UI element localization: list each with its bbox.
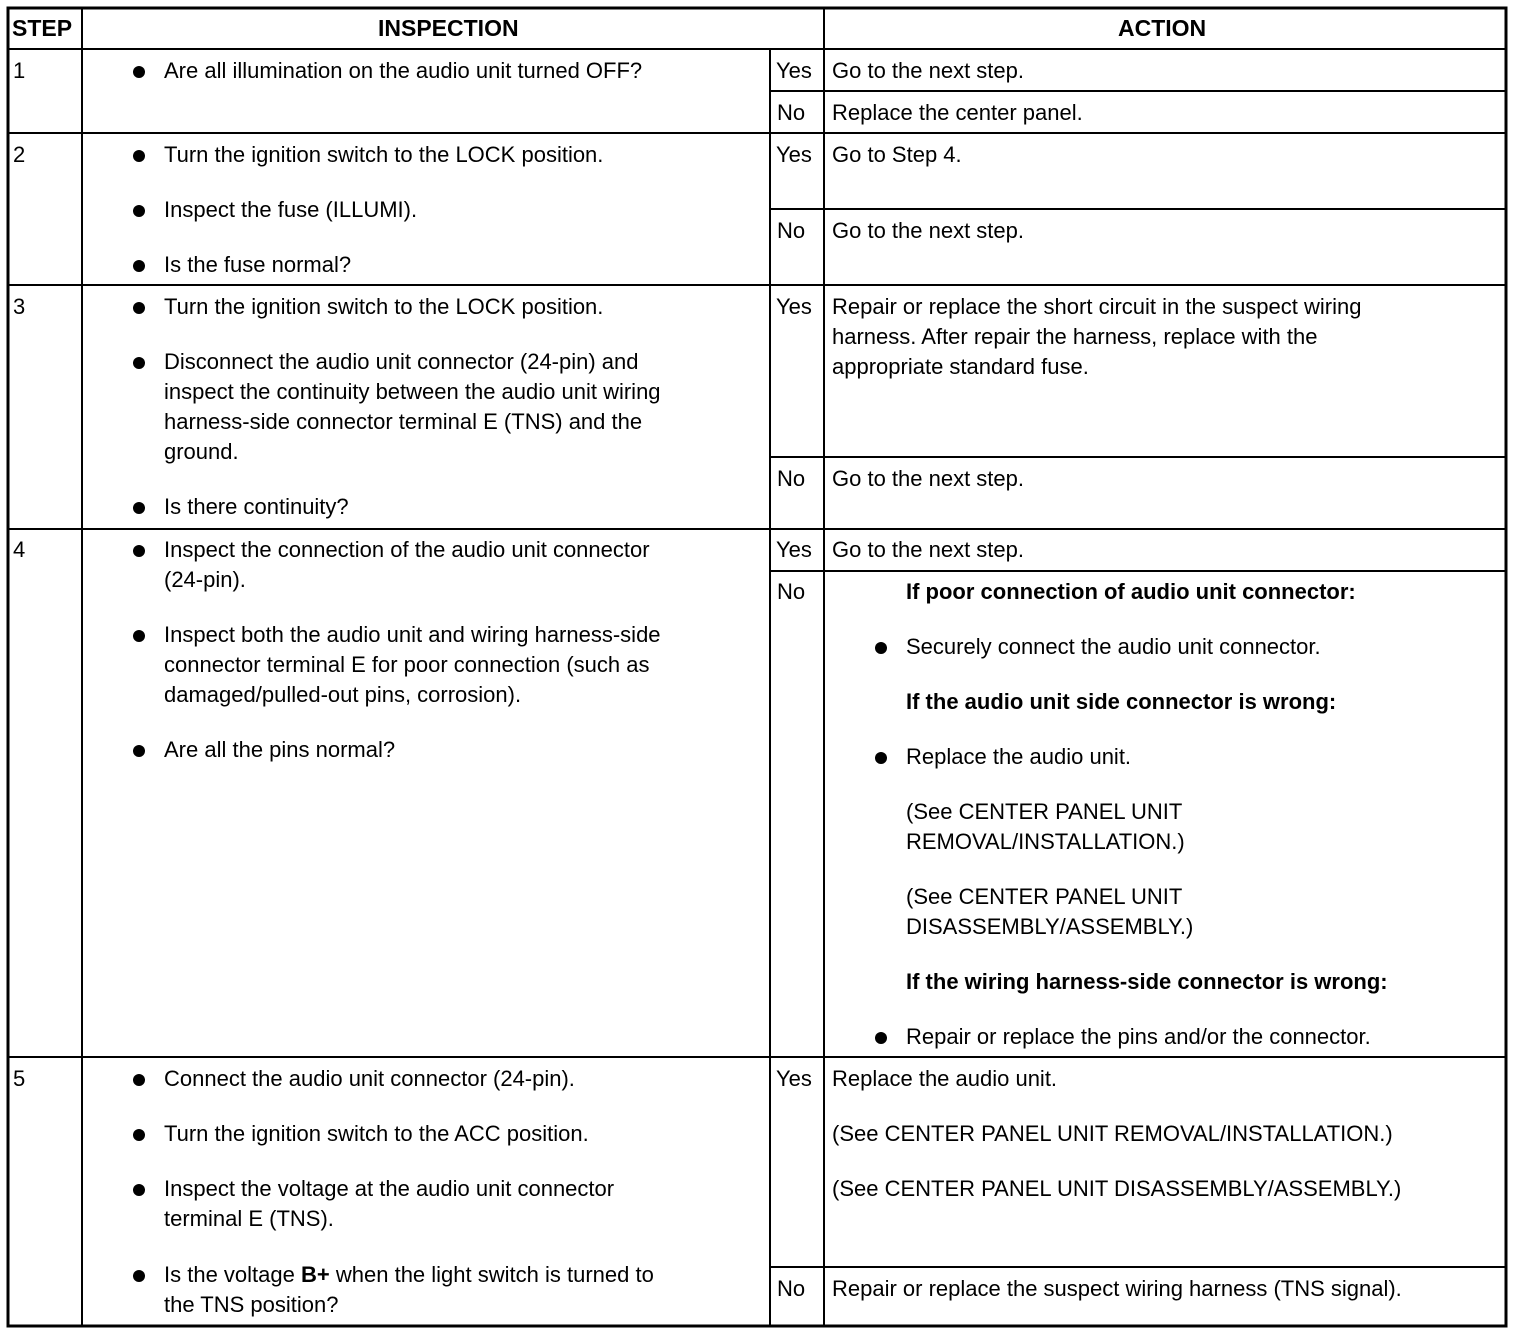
step-number: 3 <box>13 294 26 319</box>
yes-label: Yes <box>776 537 812 562</box>
inspection-text: inspect the continuity between the audio unit wiring <box>164 379 661 404</box>
bullet-icon <box>133 260 145 272</box>
inspection-text: damaged/pulled-out pins, corrosion). <box>164 682 522 707</box>
no-label: No <box>777 100 806 125</box>
yes-action: Go to Step 4. <box>832 142 962 167</box>
no-label: No <box>777 218 806 243</box>
bullet-icon <box>133 502 145 514</box>
no-label: No <box>777 579 806 604</box>
inspection-text: Are all the pins normal? <box>164 737 396 762</box>
voltage-value: B+ <box>301 1262 330 1287</box>
inspection-text <box>164 1260 654 1290</box>
bullet-icon <box>875 1032 887 1044</box>
condition-heading: If poor connection of audio unit connector: <box>906 579 1356 604</box>
inspection-text: Is the fuse normal? <box>164 252 352 277</box>
inspection-text: Inspect the voltage at the audio unit connector <box>164 1176 615 1201</box>
step-number: 4 <box>13 537 26 562</box>
inspection-text: Inspect both the audio unit and wiring harness-side <box>164 622 661 647</box>
yes-action: harness. After repair the harness, replace with the <box>832 324 1318 349</box>
bullet-icon <box>133 1129 145 1141</box>
bullet-icon <box>133 302 145 314</box>
bullet-icon <box>133 745 145 757</box>
bullet-icon <box>875 642 887 654</box>
yes-label: Yes <box>776 58 812 83</box>
inspection-text: Turn the ignition switch to the LOCK position. <box>164 294 604 319</box>
bullet-icon <box>133 545 145 557</box>
bullet-icon <box>133 150 145 162</box>
inspection-text: Disconnect the audio unit connector (24-pin) and <box>164 349 639 374</box>
no-action: Replace the audio unit. <box>906 744 1132 769</box>
reference-text: (See CENTER PANEL UNIT <box>906 884 1183 909</box>
step-number: 5 <box>13 1066 26 1091</box>
inspection-text: Are all illumination on the audio unit turned OFF? <box>164 58 643 83</box>
bullet-icon <box>133 630 145 642</box>
no-action: Go to the next step. <box>832 218 1025 243</box>
inspection-text: the TNS position? <box>164 1292 339 1317</box>
inspection-text: Connect the audio unit connector (24-pin). <box>164 1066 575 1091</box>
bullet-icon <box>133 1074 145 1086</box>
yes-label: Yes <box>776 142 812 167</box>
header-action: ACTION <box>1118 15 1207 41</box>
bullet-icon <box>133 1270 145 1282</box>
inspection-text: terminal E (TNS). <box>164 1206 334 1231</box>
bullet-icon <box>133 66 145 78</box>
reference-text: (See CENTER PANEL UNIT DISASSEMBLY/ASSEMBLY.) <box>832 1176 1402 1201</box>
yes-action: Replace the audio unit. <box>832 1066 1058 1091</box>
inspection-text: ground. <box>164 439 239 464</box>
inspection-text: harness-side connector terminal E (TNS) and the <box>164 409 643 434</box>
inspection-text: Inspect the fuse (ILLUMI). <box>164 197 418 222</box>
reference-text: (See CENTER PANEL UNIT REMOVAL/INSTALLATION.) <box>832 1121 1393 1146</box>
condition-heading: If the audio unit side connector is wrong: <box>906 689 1337 714</box>
bullet-icon <box>133 205 145 217</box>
inspection-text: Turn the ignition switch to the LOCK position. <box>164 142 604 167</box>
no-action: Repair or replace the suspect wiring harness (TNS signal). <box>832 1276 1402 1301</box>
bullet-icon <box>133 1184 145 1196</box>
no-action: Repair or replace the pins and/or the connector. <box>906 1024 1371 1049</box>
yes-label: Yes <box>776 294 812 319</box>
inspection-text: Is there continuity? <box>164 494 349 519</box>
inspection-text: Turn the ignition switch to the ACC position. <box>164 1121 589 1146</box>
no-label: No <box>777 1276 806 1301</box>
yes-action: Go to the next step. <box>832 58 1025 83</box>
bullet-icon <box>133 357 145 369</box>
step-number: 1 <box>13 58 26 83</box>
yes-action: appropriate standard fuse. <box>832 354 1089 379</box>
no-action: Go to the next step. <box>832 466 1025 491</box>
no-action: Securely connect the audio unit connector. <box>906 634 1321 659</box>
no-action: Replace the center panel. <box>832 100 1083 125</box>
yes-action: Repair or replace the short circuit in the suspect wiring <box>832 294 1362 319</box>
inspection-text: (24-pin). <box>164 567 246 592</box>
header-inspection: INSPECTION <box>378 15 519 41</box>
yes-label: Yes <box>776 1066 812 1091</box>
step-number: 2 <box>13 142 26 167</box>
reference-text: REMOVAL/INSTALLATION.) <box>906 829 1185 854</box>
condition-heading: If the wiring harness-side connector is wrong: <box>906 969 1388 994</box>
header-step: STEP <box>12 15 73 41</box>
reference-text: (See CENTER PANEL UNIT <box>906 799 1183 824</box>
reference-text: DISASSEMBLY/ASSEMBLY.) <box>906 914 1194 939</box>
bullet-icon <box>875 752 887 764</box>
inspection-text-part: when the light switch is turned to <box>335 1262 654 1287</box>
no-label: No <box>777 466 806 491</box>
inspection-text: Inspect the connection of the audio unit connector <box>164 537 650 562</box>
inspection-text: connector terminal E for poor connection (such as <box>164 652 650 677</box>
yes-action: Go to the next step. <box>832 537 1025 562</box>
inspection-text-part: Is the voltage <box>164 1262 295 1287</box>
